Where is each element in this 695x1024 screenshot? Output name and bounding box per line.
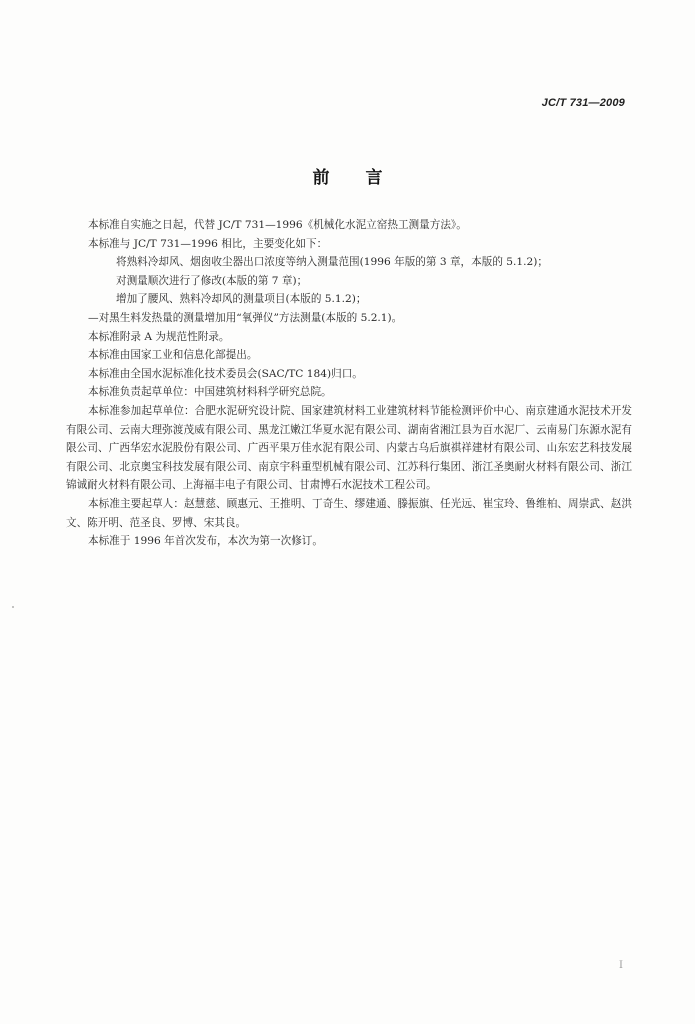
paragraph-annex: 本标准附录 A 为规范性附录。 bbox=[88, 330, 230, 343]
paragraph-proposed-by: 本标准由国家工业和信息化部提出。 bbox=[88, 349, 258, 362]
page-number: I bbox=[619, 960, 623, 971]
change-item-4: —对黑生料发热量的测量增加用“氧弹仪”方法测量(本版的 5.2.1)。 bbox=[88, 311, 403, 324]
title-char-2: 言 bbox=[365, 168, 383, 188]
foreword-body bbox=[66, 216, 632, 551]
title-char-1: 前 bbox=[312, 168, 330, 188]
standard-code: JC/T 731—2009 bbox=[541, 97, 625, 109]
paragraph-main-drafters: 本标准主要起草人：赵慧慈、顾惠元、王推明、丁奇生、缪建通、滕振旗、任光远、崔宝玲、鲁维柏、周崇武、赵洪文、陈开明、范圣良、罗博、宋其良。 bbox=[66, 497, 632, 529]
paragraph-lead-drafter: 本标准负责起草单位：中国建筑材料科学研究总院。 bbox=[88, 386, 332, 399]
paragraph-centralized-by: 本标准由全国水泥标准化技术委员会(SAC/TC 184)归口。 bbox=[88, 367, 363, 380]
scan-speck bbox=[12, 606, 14, 608]
paragraph-history: 本标准于 1996 年首次发布，本次为第一次修订。 bbox=[88, 535, 323, 548]
change-item-2: 对测量顺次进行了修改(本版的第 7 章)； bbox=[116, 274, 308, 287]
change-item-3: 增加了腰风、熟料冷却风的测量项目(本版的 5.1.2)； bbox=[116, 293, 367, 306]
page-title bbox=[0, 163, 695, 188]
paragraph-changes-intro: 本标准与 JC/T 731—1996 相比，主要变化如下： bbox=[88, 237, 328, 250]
paragraph-replaces: 本标准自实施之日起，代替 JC/T 731—1996《机械化水泥立窑热工测量方法》。 bbox=[88, 219, 467, 231]
change-item-1: 将熟料冷却风、烟囱收尘器出口浓度等纳入测量范围(1996 年版的第 3 章，本版的 5.1.2)； bbox=[116, 256, 548, 269]
paragraph-participating-drafters: 本标准参加起草单位：合肥水泥研究设计院、国家建筑材料工业建筑材料节能检测评价中心、南京建通水泥技术开发有限公司、云南大理弥渡茂威有限公司、黑龙江嫩江华夏水泥有限公司、湖南省湘江县为百水泥厂、云南易门东源水泥有限公司、广西华宏水泥股份有限公司、广西平果万佳水泥有限公司、内蒙古乌后旗祺祥建材有限公司、山东宏艺科技发展有限公司、北京奥宝科技发展有限公司、南京宇科重型机械有限公司、江苏科行集团、浙江圣奥耐火材料有限公司、浙江锦诚耐火材料有限公司、上海福丰电子有限公司、甘肃博石水泥技术工程公司。 bbox=[66, 404, 632, 492]
